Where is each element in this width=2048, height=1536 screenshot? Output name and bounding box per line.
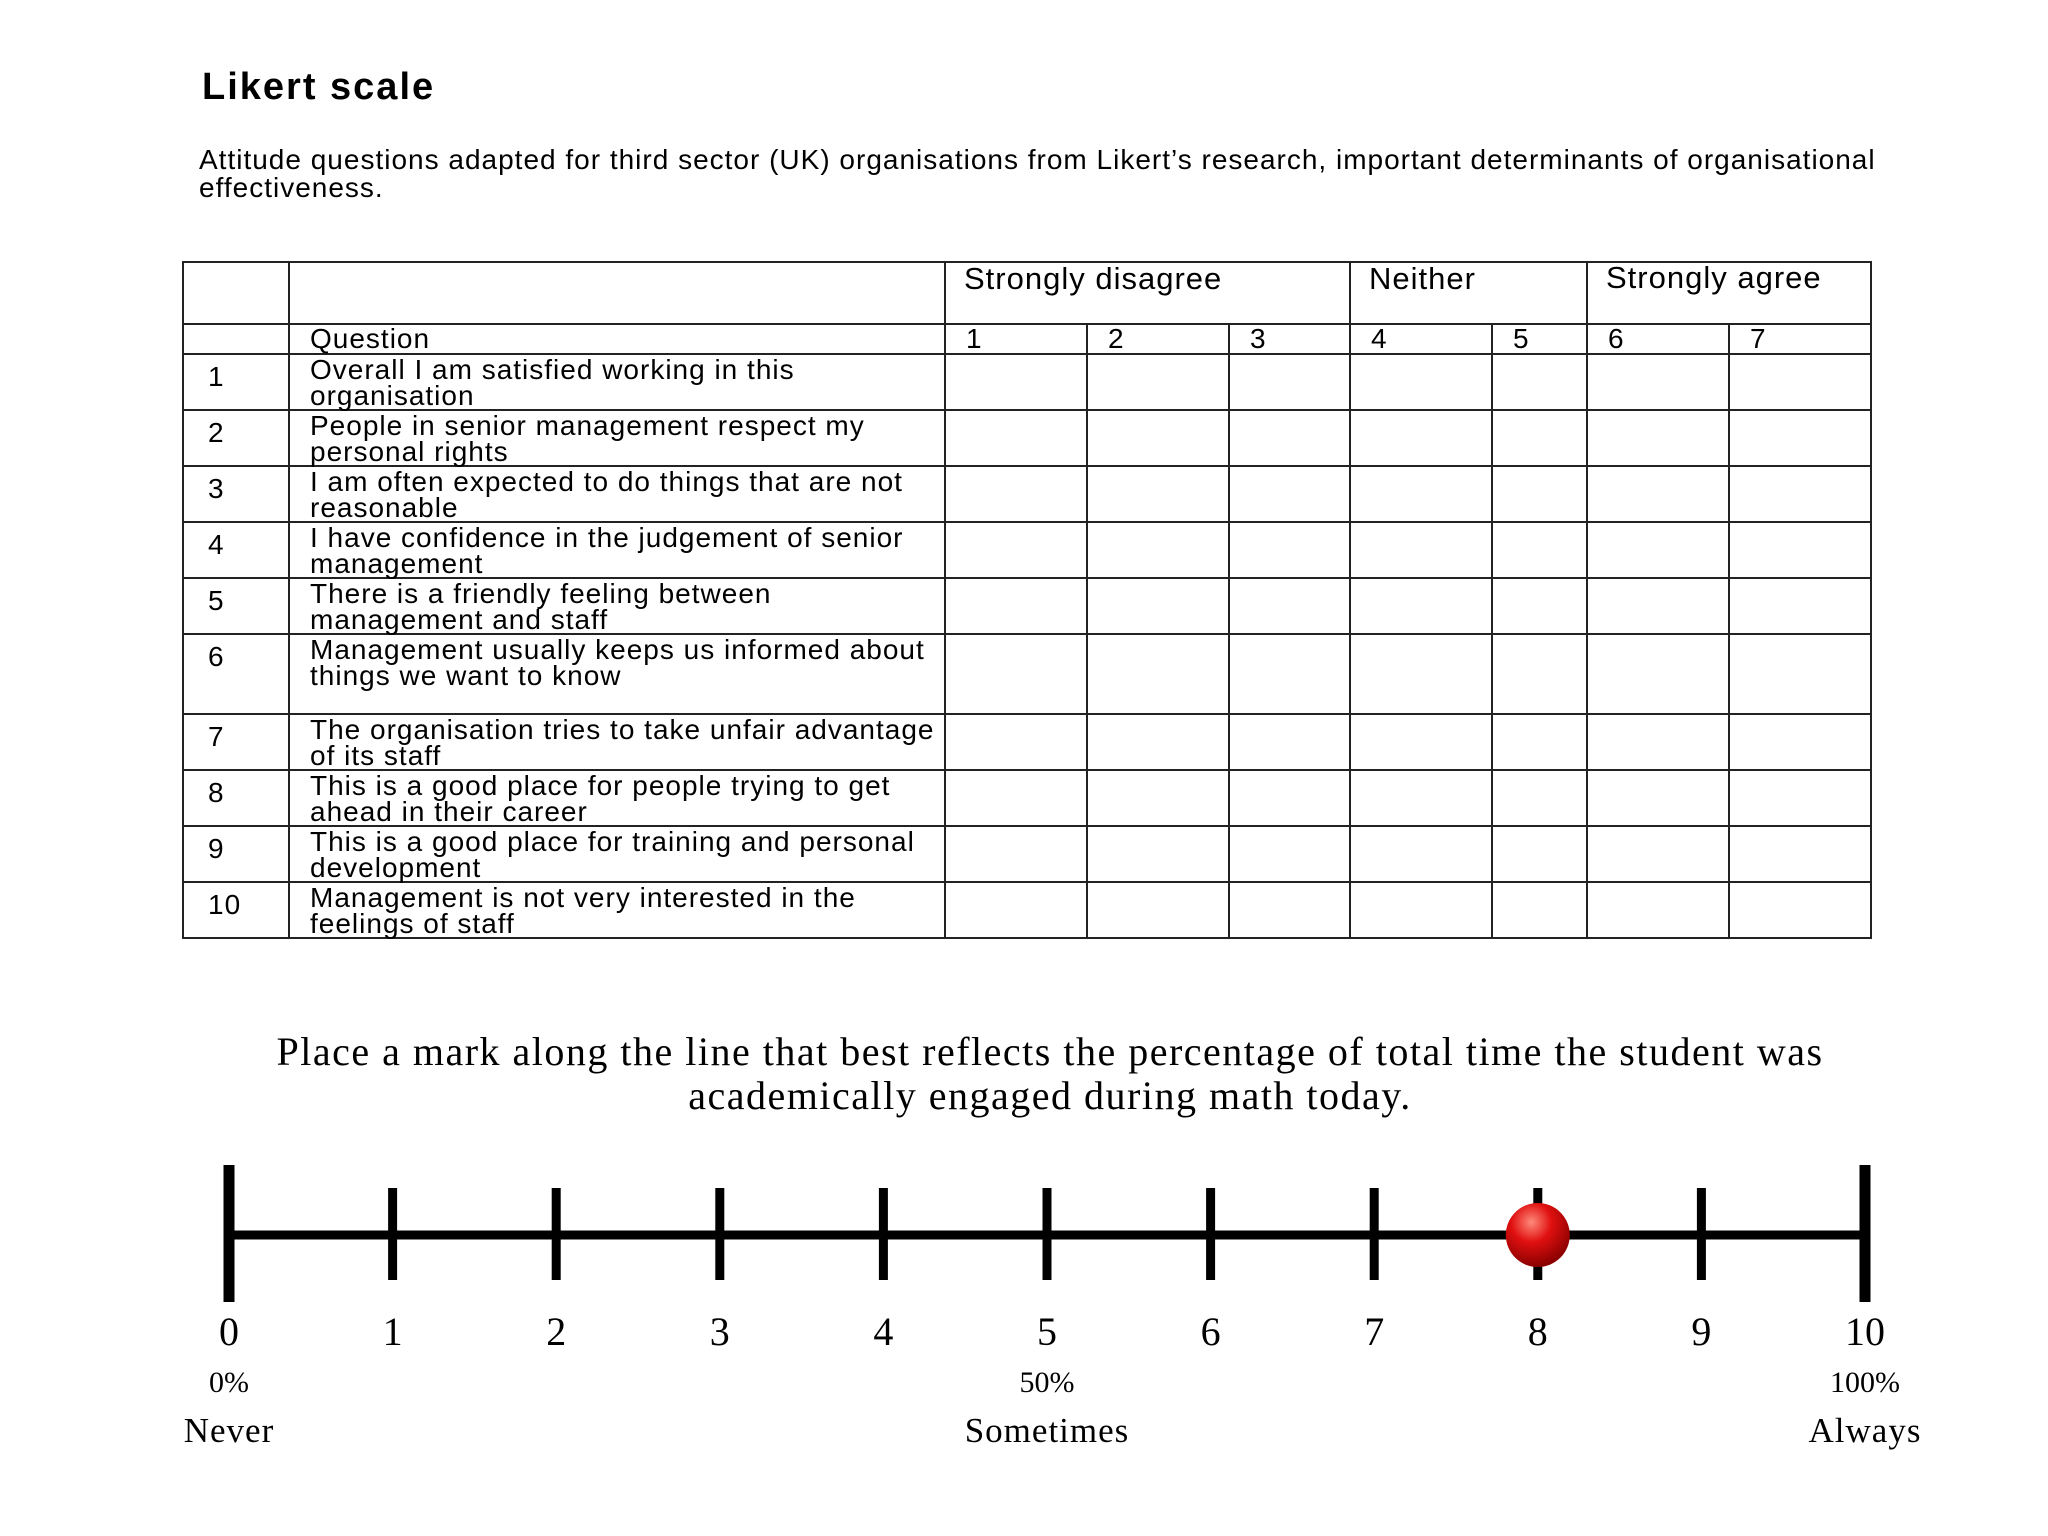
question-text: Overall I am satisfied working in this organisation xyxy=(289,354,945,410)
row-number: 9 xyxy=(183,826,289,882)
response-cell[interactable] xyxy=(1492,410,1587,466)
table-row xyxy=(183,354,1871,410)
response-cell[interactable] xyxy=(1729,354,1871,410)
response-cell[interactable] xyxy=(1229,410,1350,466)
response-cell[interactable] xyxy=(1492,714,1587,770)
response-cell[interactable] xyxy=(1587,714,1729,770)
response-cell[interactable] xyxy=(1492,354,1587,410)
response-cell[interactable] xyxy=(1492,882,1587,938)
table-row xyxy=(183,634,1871,714)
response-cell[interactable] xyxy=(945,410,1087,466)
question-text: I am often expected to do things that are not reasonable xyxy=(289,466,945,522)
engagement-prompt: Place a mark along the line that best reflects the percentage of total time the student was academically engaged during math today. xyxy=(276,1029,1824,1118)
response-cell[interactable] xyxy=(1587,770,1729,826)
response-cell[interactable] xyxy=(1229,826,1350,882)
scale-tick-label: 6 xyxy=(1200,1309,1221,1354)
group-header-row xyxy=(183,262,1871,324)
response-cell[interactable] xyxy=(1350,882,1492,938)
response-cell[interactable] xyxy=(945,578,1087,634)
response-cell[interactable] xyxy=(1087,578,1229,634)
response-cell[interactable] xyxy=(1350,522,1492,578)
scale-tick-label: 1 xyxy=(382,1309,403,1354)
response-cell[interactable] xyxy=(1087,522,1229,578)
response-cell[interactable] xyxy=(1229,466,1350,522)
scale-col-header: 5 xyxy=(1492,324,1587,354)
scale-tick-label: 3 xyxy=(709,1309,730,1354)
response-cell[interactable] xyxy=(945,354,1087,410)
percent-label-high: 100% xyxy=(1830,1366,1900,1399)
response-cell[interactable] xyxy=(1492,578,1587,634)
response-cell[interactable] xyxy=(1587,882,1729,938)
response-cell[interactable] xyxy=(1729,882,1871,938)
selected-value-marker[interactable] xyxy=(1506,1203,1570,1267)
question-text: I have confidence in the judgement of senior management xyxy=(289,522,945,578)
response-cell[interactable] xyxy=(1087,714,1229,770)
response-cell[interactable] xyxy=(1087,410,1229,466)
likert-subtitle: Attitude questions adapted for third sector (UK) organisations from Likert’s research, important determinants of organisational effectiveness. xyxy=(199,144,1876,203)
response-cell[interactable] xyxy=(1729,522,1871,578)
response-cell[interactable] xyxy=(1350,578,1492,634)
likert-table xyxy=(182,261,1872,939)
anchor-label-always: Always xyxy=(1808,1411,1922,1450)
response-cell[interactable] xyxy=(1229,354,1350,410)
response-cell[interactable] xyxy=(1229,770,1350,826)
response-cell[interactable] xyxy=(1729,714,1871,770)
scale-col-header: 2 xyxy=(1087,324,1229,354)
response-cell[interactable] xyxy=(1587,826,1729,882)
num-header-cell xyxy=(183,324,289,354)
question-text: There is a friendly feeling between management and staff xyxy=(289,578,945,634)
row-number: 4 xyxy=(183,522,289,578)
group-strongly-disagree: Strongly disagree xyxy=(945,262,1350,324)
row-number: 1 xyxy=(183,354,289,410)
response-cell[interactable] xyxy=(1229,714,1350,770)
question-text: Management usually keeps us informed about things we want to know xyxy=(289,634,945,714)
response-cell[interactable] xyxy=(1587,522,1729,578)
question-text: The organisation tries to take unfair advantage of its staff xyxy=(289,714,945,770)
group-strongly-agree: Strongly agree xyxy=(1587,262,1871,324)
scale-col-header: 3 xyxy=(1229,324,1350,354)
table-row xyxy=(183,522,1871,578)
response-cell[interactable] xyxy=(945,826,1087,882)
group-neither: Neither xyxy=(1350,262,1587,324)
row-number: 7 xyxy=(183,714,289,770)
table-row xyxy=(183,714,1871,770)
scale-col-header: 4 xyxy=(1350,324,1492,354)
response-cell[interactable] xyxy=(1587,466,1729,522)
table-row xyxy=(183,578,1871,634)
question-text: People in senior management respect my personal rights xyxy=(289,410,945,466)
scale-col-header: 1 xyxy=(945,324,1087,354)
table-row xyxy=(183,826,1871,882)
response-cell[interactable] xyxy=(1729,410,1871,466)
response-cell[interactable] xyxy=(1729,578,1871,634)
likert-title: Likert scale xyxy=(202,66,436,108)
percent-label-mid: 50% xyxy=(1019,1366,1075,1399)
scale-tick-label: 2 xyxy=(546,1309,567,1354)
anchor-label-sometimes: Sometimes xyxy=(964,1411,1130,1450)
row-number: 10 xyxy=(183,882,289,938)
row-number: 8 xyxy=(183,770,289,826)
scale-tick-label: 5 xyxy=(1037,1309,1057,1354)
question-header: Question xyxy=(289,324,945,354)
table-row xyxy=(183,410,1871,466)
row-number: 2 xyxy=(183,410,289,466)
response-cell[interactable] xyxy=(1587,634,1729,714)
scale-tick-label: 0 xyxy=(219,1309,239,1354)
table-row xyxy=(183,882,1871,938)
response-cell[interactable] xyxy=(1087,882,1229,938)
response-cell[interactable] xyxy=(945,882,1087,938)
question-text: Management is not very interested in the feelings of staff xyxy=(289,882,945,938)
question-text: This is a good place for people trying to get ahead in their career xyxy=(289,770,945,826)
response-cell[interactable] xyxy=(1087,354,1229,410)
question-text: This is a good place for training and personal development xyxy=(289,826,945,882)
response-cell[interactable] xyxy=(945,770,1087,826)
response-cell[interactable] xyxy=(1492,826,1587,882)
response-cell[interactable] xyxy=(1350,354,1492,410)
response-cell[interactable] xyxy=(1492,634,1587,714)
scale-col-header: 7 xyxy=(1729,324,1871,354)
scale-tick-label: 4 xyxy=(873,1309,894,1354)
response-cell[interactable] xyxy=(1587,578,1729,634)
response-cell[interactable] xyxy=(1229,578,1350,634)
row-number: 5 xyxy=(183,578,289,634)
response-cell[interactable] xyxy=(1087,634,1229,714)
response-cell[interactable] xyxy=(1729,826,1871,882)
response-cell[interactable] xyxy=(1087,826,1229,882)
response-cell[interactable] xyxy=(1350,770,1492,826)
response-cell[interactable] xyxy=(945,634,1087,714)
engagement-scale[interactable] xyxy=(0,1150,2048,1480)
response-cell[interactable] xyxy=(1729,770,1871,826)
row-number: 3 xyxy=(183,466,289,522)
scale-tick-label: 10 xyxy=(1845,1309,1885,1354)
column-header-row xyxy=(183,324,1871,354)
corner-cell xyxy=(183,262,289,324)
row-number: 6 xyxy=(183,634,289,714)
table-row xyxy=(183,770,1871,826)
response-cell[interactable] xyxy=(1350,410,1492,466)
response-cell[interactable] xyxy=(945,466,1087,522)
question-group-cell xyxy=(289,262,945,324)
response-cell[interactable] xyxy=(945,522,1087,578)
response-cell[interactable] xyxy=(1492,522,1587,578)
response-cell[interactable] xyxy=(1729,466,1871,522)
response-cell[interactable] xyxy=(1729,634,1871,714)
response-cell[interactable] xyxy=(945,714,1087,770)
response-cell[interactable] xyxy=(1229,882,1350,938)
anchor-label-never: Never xyxy=(183,1411,275,1450)
response-cell[interactable] xyxy=(1087,466,1229,522)
scale-col-header: 6 xyxy=(1587,324,1729,354)
scale-tick-label: 9 xyxy=(1691,1309,1712,1354)
response-cell[interactable] xyxy=(1350,466,1492,522)
table-row xyxy=(183,466,1871,522)
response-cell[interactable] xyxy=(1229,634,1350,714)
response-cell[interactable] xyxy=(1492,770,1587,826)
scale-tick-label: 8 xyxy=(1527,1309,1548,1354)
percent-label-low: 0% xyxy=(209,1366,249,1399)
response-cell[interactable] xyxy=(1087,770,1229,826)
response-cell[interactable] xyxy=(1350,634,1492,714)
response-cell[interactable] xyxy=(1587,354,1729,410)
response-cell[interactable] xyxy=(1587,410,1729,466)
scale-tick-label: 7 xyxy=(1364,1309,1385,1354)
response-cell[interactable] xyxy=(1350,714,1492,770)
response-cell[interactable] xyxy=(1229,522,1350,578)
response-cell[interactable] xyxy=(1350,826,1492,882)
response-cell[interactable] xyxy=(1492,466,1587,522)
